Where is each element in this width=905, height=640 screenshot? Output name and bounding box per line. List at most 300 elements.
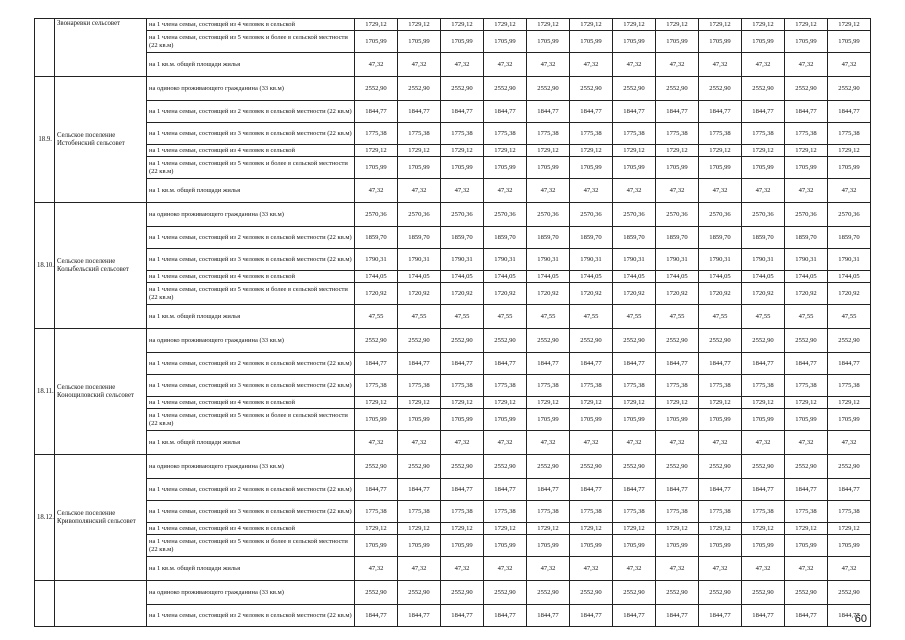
value-cell: 2552,90	[613, 329, 656, 353]
table-row	[35, 535, 871, 557]
value-cell: 1744,05	[828, 271, 871, 283]
value-cell: 1729,12	[613, 19, 656, 31]
value-cell: 2552,90	[441, 581, 484, 605]
value-cell: 1775,38	[441, 123, 484, 145]
value-cell: 2552,90	[699, 77, 742, 101]
value-cell: 47,32	[785, 179, 828, 203]
value-cell: 1729,12	[742, 19, 785, 31]
value-cell: 2552,90	[699, 329, 742, 353]
value-cell: 1844,77	[656, 353, 699, 375]
value-cell: 47,55	[656, 305, 699, 329]
value-cell: 1729,12	[699, 145, 742, 157]
value-cell: 1844,77	[742, 353, 785, 375]
value-cell: 1729,12	[527, 19, 570, 31]
value-cell: 1705,99	[355, 157, 398, 179]
value-cell: 1729,12	[656, 397, 699, 409]
value-cell: 1729,12	[355, 19, 398, 31]
norm-category: на 1 члена семьи, состоящей из 2 человек в сельской местности (22 кв.м)	[147, 605, 355, 627]
value-cell: 1705,99	[570, 409, 613, 431]
value-cell: 1775,38	[828, 501, 871, 523]
value-cell: 1705,99	[742, 535, 785, 557]
value-cell: 1775,38	[656, 123, 699, 145]
value-cell: 2552,90	[570, 581, 613, 605]
value-cell: 1705,99	[398, 31, 441, 53]
value-cell: 1775,38	[699, 375, 742, 397]
value-cell: 2552,90	[828, 329, 871, 353]
value-cell: 1705,99	[742, 409, 785, 431]
value-cell: 47,32	[742, 53, 785, 77]
value-cell: 1775,38	[828, 123, 871, 145]
value-cell: 2552,90	[527, 329, 570, 353]
value-cell: 1705,99	[484, 409, 527, 431]
norm-category: на 1 кв.м. общей площади жилья	[147, 557, 355, 581]
value-cell: 1844,77	[742, 605, 785, 627]
value-cell: 47,32	[441, 431, 484, 455]
value-cell: 1844,77	[355, 479, 398, 501]
value-cell: 1844,77	[441, 353, 484, 375]
value-cell: 1775,38	[785, 123, 828, 145]
value-cell: 2552,90	[656, 581, 699, 605]
value-cell: 1844,77	[570, 101, 613, 123]
value-cell: 47,32	[613, 53, 656, 77]
value-cell: 1844,77	[355, 101, 398, 123]
value-cell: 1705,99	[828, 409, 871, 431]
settlement-name	[55, 581, 147, 627]
value-cell: 1720,92	[656, 283, 699, 305]
value-cell: 47,32	[742, 179, 785, 203]
settlement-index: 18.11.	[35, 329, 55, 455]
value-cell: 1844,77	[527, 353, 570, 375]
norm-category: на 1 члена семьи, состоящей из 2 человек в сельской местности (22 кв.м)	[147, 353, 355, 375]
value-cell: 47,32	[441, 557, 484, 581]
value-cell: 2552,90	[355, 455, 398, 479]
value-cell: 2552,90	[699, 455, 742, 479]
value-cell: 47,55	[441, 305, 484, 329]
value-cell: 2552,90	[355, 77, 398, 101]
value-cell: 1720,92	[613, 283, 656, 305]
value-cell: 2552,90	[785, 329, 828, 353]
value-cell: 1790,31	[613, 249, 656, 271]
value-cell: 1729,12	[570, 397, 613, 409]
value-cell: 1729,12	[828, 145, 871, 157]
settlement-name: Сельское поселение Конощиловский сельсовет	[55, 329, 147, 455]
value-cell: 47,32	[355, 179, 398, 203]
value-cell: 1844,77	[828, 101, 871, 123]
value-cell: 47,32	[355, 431, 398, 455]
settlement-name: Сельское поселение Колыбельский сельсовет	[55, 203, 147, 329]
value-cell: 1844,77	[785, 479, 828, 501]
value-cell: 1844,77	[613, 353, 656, 375]
value-cell: 1775,38	[742, 123, 785, 145]
value-cell: 47,32	[613, 431, 656, 455]
norm-category: на 1 члена семьи, состоящей из 5 человек и более в сельской местности (22 кв.м)	[147, 283, 355, 305]
value-cell: 1859,70	[355, 227, 398, 249]
value-cell: 47,32	[828, 557, 871, 581]
value-cell: 47,32	[398, 179, 441, 203]
value-cell: 1705,99	[355, 535, 398, 557]
table-body	[35, 19, 871, 627]
value-cell: 47,55	[742, 305, 785, 329]
value-cell: 47,55	[785, 305, 828, 329]
value-cell: 47,32	[484, 179, 527, 203]
value-cell: 1844,77	[656, 605, 699, 627]
value-cell: 1705,99	[656, 409, 699, 431]
value-cell: 47,32	[656, 557, 699, 581]
value-cell: 1720,92	[699, 283, 742, 305]
value-cell: 1844,77	[828, 353, 871, 375]
norm-category: на 1 кв.м. общей площади жилья	[147, 305, 355, 329]
value-cell: 1729,12	[785, 19, 828, 31]
table-row	[35, 375, 871, 397]
value-cell: 1705,99	[398, 409, 441, 431]
norm-category: на 1 члена семьи, состоящей из 5 человек и более в сельской местности (22 кв.м)	[147, 409, 355, 431]
value-cell: 1744,05	[527, 271, 570, 283]
table-row	[35, 53, 871, 77]
value-cell: 1775,38	[398, 375, 441, 397]
value-cell: 1790,31	[656, 249, 699, 271]
value-cell: 2570,36	[742, 203, 785, 227]
value-cell: 1705,99	[742, 157, 785, 179]
value-cell: 1744,05	[484, 271, 527, 283]
value-cell: 47,32	[441, 179, 484, 203]
value-cell: 1705,99	[699, 157, 742, 179]
value-cell: 47,32	[742, 557, 785, 581]
value-cell: 1705,99	[398, 157, 441, 179]
norm-category: на 1 члена семьи, состоящей из 3 человек в сельской местности (22 кв.м)	[147, 501, 355, 523]
table-row	[35, 501, 871, 523]
value-cell: 1859,70	[656, 227, 699, 249]
value-cell: 1775,38	[613, 501, 656, 523]
value-cell: 1844,77	[441, 479, 484, 501]
value-cell: 1790,31	[742, 249, 785, 271]
value-cell: 2552,90	[828, 77, 871, 101]
value-cell: 1729,12	[441, 145, 484, 157]
value-cell: 1775,38	[527, 501, 570, 523]
value-cell: 47,32	[656, 53, 699, 77]
value-cell: 1859,70	[527, 227, 570, 249]
value-cell: 1775,38	[656, 375, 699, 397]
norm-category: на 1 члена семьи, состоящей из 2 человек в сельской местности (22 кв.м)	[147, 227, 355, 249]
value-cell: 1705,99	[527, 535, 570, 557]
value-cell: 1705,99	[570, 535, 613, 557]
value-cell: 47,32	[742, 431, 785, 455]
value-cell: 1705,99	[742, 31, 785, 53]
settlement-name: Звонаревки сельсовет	[55, 19, 147, 77]
value-cell: 1705,99	[441, 535, 484, 557]
value-cell: 47,32	[398, 53, 441, 77]
value-cell: 1844,77	[398, 479, 441, 501]
value-cell: 2552,90	[742, 581, 785, 605]
value-cell: 1744,05	[398, 271, 441, 283]
value-cell: 47,32	[785, 431, 828, 455]
value-cell: 1729,12	[656, 145, 699, 157]
norm-category: на одиноко проживающего гражданина (33 кв.м)	[147, 581, 355, 605]
value-cell: 1859,70	[828, 227, 871, 249]
value-cell: 1775,38	[484, 501, 527, 523]
value-cell: 1859,70	[441, 227, 484, 249]
value-cell: 1844,77	[441, 101, 484, 123]
value-cell: 47,32	[484, 557, 527, 581]
value-cell: 1705,99	[527, 409, 570, 431]
value-cell: 1859,70	[398, 227, 441, 249]
value-cell: 1790,31	[828, 249, 871, 271]
table-row	[35, 271, 871, 283]
value-cell: 2552,90	[484, 77, 527, 101]
norm-category: на 1 члена семьи, состоящей из 3 человек в сельской местности (22 кв.м)	[147, 123, 355, 145]
norm-category: на 1 члена семьи, состоящей из 2 человек в сельской местности (22 кв.м)	[147, 479, 355, 501]
settlement-index	[35, 19, 55, 77]
value-cell: 1705,99	[441, 157, 484, 179]
value-cell: 1720,92	[527, 283, 570, 305]
table-row	[35, 101, 871, 123]
value-cell: 1790,31	[484, 249, 527, 271]
value-cell: 1844,77	[785, 101, 828, 123]
value-cell: 1705,99	[785, 409, 828, 431]
value-cell: 47,32	[398, 557, 441, 581]
value-cell: 2552,90	[613, 455, 656, 479]
value-cell: 2552,90	[785, 77, 828, 101]
value-cell: 47,32	[699, 53, 742, 77]
value-cell: 1744,05	[441, 271, 484, 283]
value-cell: 2570,36	[699, 203, 742, 227]
table-row	[35, 283, 871, 305]
value-cell: 1744,05	[656, 271, 699, 283]
value-cell: 2570,36	[828, 203, 871, 227]
value-cell: 1744,05	[355, 271, 398, 283]
value-cell: 47,55	[613, 305, 656, 329]
value-cell: 1729,12	[613, 397, 656, 409]
value-cell: 2552,90	[613, 77, 656, 101]
table-row	[35, 397, 871, 409]
value-cell: 2552,90	[527, 581, 570, 605]
value-cell: 1775,38	[527, 123, 570, 145]
norm-category: на 1 члена семьи, состоящей из 3 человек в сельской местности (22 кв.м)	[147, 375, 355, 397]
value-cell: 1729,12	[699, 19, 742, 31]
norm-category: на одиноко проживающего гражданина (33 кв.м)	[147, 329, 355, 353]
value-cell: 1705,99	[441, 31, 484, 53]
value-cell: 2552,90	[742, 77, 785, 101]
value-cell: 2570,36	[785, 203, 828, 227]
value-cell: 1775,38	[355, 375, 398, 397]
value-cell: 2552,90	[441, 77, 484, 101]
value-cell: 47,32	[484, 431, 527, 455]
value-cell: 47,32	[699, 179, 742, 203]
value-cell: 1705,99	[570, 31, 613, 53]
table-row	[35, 77, 871, 101]
value-cell: 1844,77	[570, 605, 613, 627]
value-cell: 1844,77	[613, 479, 656, 501]
value-cell: 1844,77	[355, 605, 398, 627]
value-cell: 1775,38	[785, 501, 828, 523]
value-cell: 1729,12	[355, 145, 398, 157]
table-row	[35, 157, 871, 179]
table-row	[35, 203, 871, 227]
value-cell: 1705,99	[785, 31, 828, 53]
value-cell: 1775,38	[828, 375, 871, 397]
table-row	[35, 353, 871, 375]
value-cell: 2552,90	[699, 581, 742, 605]
value-cell: 47,32	[656, 431, 699, 455]
value-cell: 1729,12	[398, 523, 441, 535]
value-cell: 1844,77	[527, 605, 570, 627]
value-cell: 1705,99	[785, 535, 828, 557]
value-cell: 1729,12	[570, 523, 613, 535]
document-page	[34, 18, 870, 627]
table-row	[35, 19, 871, 31]
value-cell: 1844,77	[742, 101, 785, 123]
value-cell: 47,55	[570, 305, 613, 329]
value-cell: 1775,38	[613, 123, 656, 145]
value-cell: 1844,77	[398, 353, 441, 375]
value-cell: 1729,12	[398, 19, 441, 31]
value-cell: 1729,12	[441, 19, 484, 31]
value-cell: 1744,05	[699, 271, 742, 283]
value-cell: 2552,90	[828, 455, 871, 479]
table-row	[35, 557, 871, 581]
value-cell: 1705,99	[527, 157, 570, 179]
value-cell: 1844,77	[699, 605, 742, 627]
value-cell: 1729,12	[742, 145, 785, 157]
table-row	[35, 227, 871, 249]
value-cell: 47,32	[613, 179, 656, 203]
value-cell: 1859,70	[570, 227, 613, 249]
norm-category: на 1 члена семьи, состоящей из 4 человек в сельской	[147, 397, 355, 409]
value-cell: 1775,38	[570, 375, 613, 397]
value-cell: 2552,90	[441, 329, 484, 353]
value-cell: 1790,31	[785, 249, 828, 271]
value-cell: 2570,36	[441, 203, 484, 227]
value-cell: 1844,77	[656, 479, 699, 501]
value-cell: 1790,31	[355, 249, 398, 271]
value-cell: 1729,12	[570, 19, 613, 31]
norm-category: на 1 члена семьи, состоящей из 4 человек в сельской	[147, 271, 355, 283]
value-cell: 1775,38	[785, 375, 828, 397]
value-cell: 2570,36	[355, 203, 398, 227]
settlement-name: Сельское поселение Истобенский сельсовет	[55, 77, 147, 203]
norm-category: на 1 члена семьи, состоящей из 4 человек в сельской	[147, 19, 355, 31]
value-cell: 47,32	[484, 53, 527, 77]
table-row	[35, 479, 871, 501]
value-cell: 1720,92	[742, 283, 785, 305]
value-cell: 2552,90	[570, 77, 613, 101]
value-cell: 2570,36	[656, 203, 699, 227]
value-cell: 47,32	[785, 53, 828, 77]
settlement-index	[35, 581, 55, 627]
value-cell: 1705,99	[828, 157, 871, 179]
value-cell: 1729,12	[484, 19, 527, 31]
value-cell: 2552,90	[398, 455, 441, 479]
norm-category: на 1 кв.м. общей площади жилья	[147, 431, 355, 455]
value-cell: 1705,99	[613, 31, 656, 53]
value-cell: 2552,90	[742, 329, 785, 353]
table-row	[35, 123, 871, 145]
value-cell: 47,55	[398, 305, 441, 329]
norm-category: на одиноко проживающего гражданина (33 кв.м)	[147, 77, 355, 101]
value-cell: 47,32	[613, 557, 656, 581]
value-cell: 2552,90	[398, 581, 441, 605]
value-cell: 1844,77	[742, 479, 785, 501]
value-cell: 1775,38	[742, 501, 785, 523]
value-cell: 1844,77	[570, 479, 613, 501]
value-cell: 1844,77	[699, 353, 742, 375]
table-row	[35, 31, 871, 53]
value-cell: 1844,77	[484, 353, 527, 375]
table-row	[35, 409, 871, 431]
value-cell: 1720,92	[828, 283, 871, 305]
value-cell: 2570,36	[570, 203, 613, 227]
value-cell: 1859,70	[785, 227, 828, 249]
value-cell: 47,32	[570, 179, 613, 203]
value-cell: 2552,90	[484, 329, 527, 353]
norm-category: на 1 члена семьи, состоящей из 5 человек и более в сельской местности (22 кв.м)	[147, 31, 355, 53]
value-cell: 47,32	[398, 431, 441, 455]
value-cell: 1844,77	[785, 605, 828, 627]
value-cell: 1729,12	[527, 523, 570, 535]
value-cell: 1729,12	[828, 523, 871, 535]
value-cell: 1720,92	[570, 283, 613, 305]
value-cell: 1705,99	[484, 157, 527, 179]
value-cell: 47,55	[699, 305, 742, 329]
value-cell: 2552,90	[570, 455, 613, 479]
table-row	[35, 581, 871, 605]
norm-category: на 1 члена семьи, состоящей из 3 человек в сельской местности (22 кв.м)	[147, 249, 355, 271]
value-cell: 1705,99	[355, 409, 398, 431]
value-cell: 2552,90	[613, 581, 656, 605]
value-cell: 1775,38	[656, 501, 699, 523]
value-cell: 47,32	[828, 431, 871, 455]
value-cell: 1729,12	[742, 397, 785, 409]
table-row	[35, 179, 871, 203]
value-cell: 2570,36	[398, 203, 441, 227]
value-cell: 2570,36	[484, 203, 527, 227]
value-cell: 1844,77	[570, 353, 613, 375]
value-cell: 1729,12	[355, 523, 398, 535]
value-cell: 1705,99	[613, 157, 656, 179]
value-cell: 47,55	[484, 305, 527, 329]
value-cell: 47,32	[785, 557, 828, 581]
value-cell: 1705,99	[656, 157, 699, 179]
value-cell: 1729,12	[398, 145, 441, 157]
value-cell: 1705,99	[699, 409, 742, 431]
value-cell: 47,32	[570, 431, 613, 455]
value-cell: 2552,90	[656, 77, 699, 101]
value-cell: 2552,90	[570, 329, 613, 353]
value-cell: 1729,12	[656, 19, 699, 31]
value-cell: 1775,38	[527, 375, 570, 397]
norm-category: на одиноко проживающего гражданина (33 кв.м)	[147, 203, 355, 227]
value-cell: 1844,77	[398, 101, 441, 123]
value-cell: 1775,38	[441, 501, 484, 523]
settlement-index: 18.12.	[35, 455, 55, 581]
value-cell: 1705,99	[355, 31, 398, 53]
value-cell: 1729,12	[613, 145, 656, 157]
value-cell: 47,32	[828, 179, 871, 203]
value-cell: 47,55	[828, 305, 871, 329]
value-cell: 2552,90	[828, 581, 871, 605]
value-cell: 1705,99	[570, 157, 613, 179]
value-cell: 2552,90	[656, 455, 699, 479]
value-cell: 47,32	[441, 53, 484, 77]
value-cell: 1790,31	[527, 249, 570, 271]
value-cell: 1729,12	[828, 19, 871, 31]
page-number: 60	[854, 613, 867, 625]
value-cell: 1705,99	[656, 535, 699, 557]
norm-category: на 1 члена семьи, состоящей из 2 человек в сельской местности (22 кв.м)	[147, 101, 355, 123]
value-cell: 2552,90	[441, 455, 484, 479]
value-cell: 2552,90	[484, 455, 527, 479]
value-cell: 1775,38	[742, 375, 785, 397]
value-cell: 1844,77	[699, 479, 742, 501]
